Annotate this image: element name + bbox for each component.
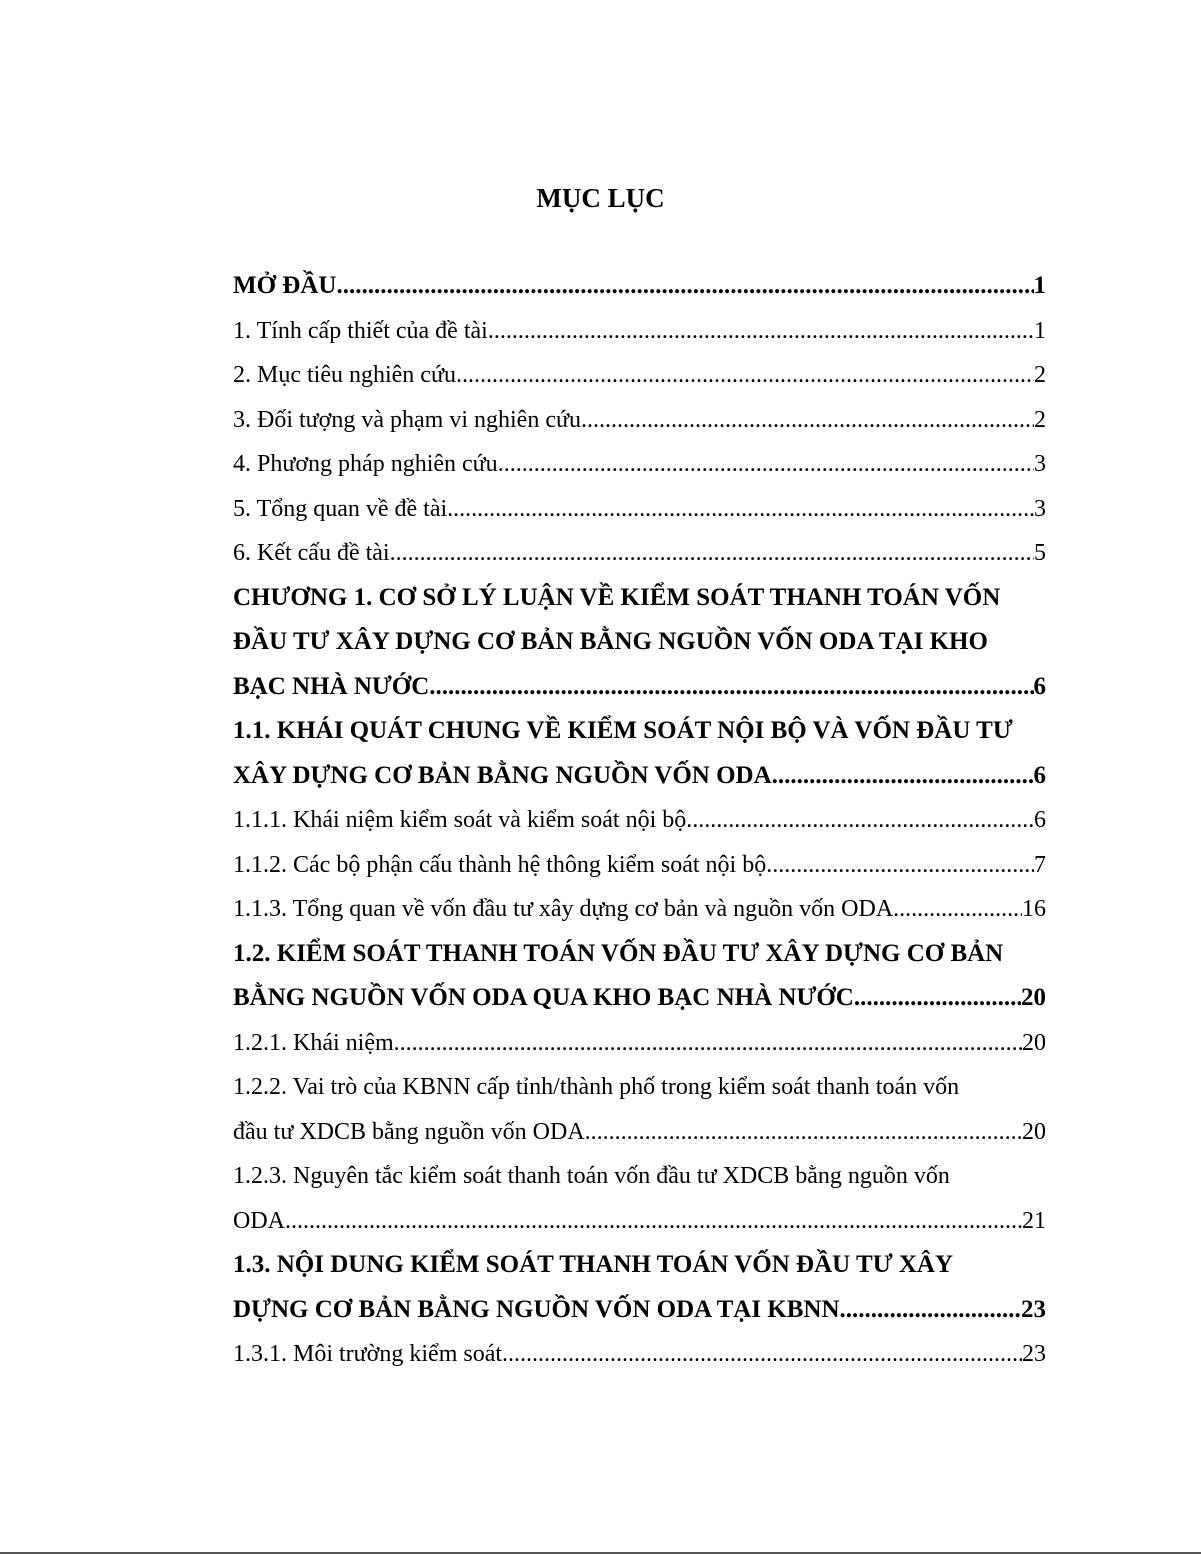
toc-entry[interactable] xyxy=(233,1021,1046,1066)
toc-entry-last-line xyxy=(233,665,1046,710)
toc-entry-last-line xyxy=(233,976,1046,1021)
toc-page-number: 2 xyxy=(1034,362,1046,388)
dot-leader xyxy=(766,843,1034,888)
toc-page-number: 16 xyxy=(1022,896,1046,922)
toc-entry[interactable] xyxy=(233,442,1046,487)
toc-entry[interactable] xyxy=(233,843,1046,888)
dot-leader xyxy=(686,798,1034,843)
toc-entry-last-line xyxy=(233,1288,1046,1333)
toc-entry-title: 2. Mục tiêu nghiên cứu xyxy=(233,362,456,388)
toc-entry-line: 1.2.2. Vai trò của KBNN cấp tỉnh/thành phố trong kiểm soát thanh toán vốn xyxy=(233,1074,960,1100)
toc-entry[interactable] xyxy=(233,398,1046,443)
toc-entry-title: 1.1.3. Tổng quan về vốn đầu tư xây dựng cơ bản và nguồn vốn ODA xyxy=(233,896,894,922)
toc-entry-last-line xyxy=(233,309,1046,354)
dot-leader xyxy=(585,1110,1022,1155)
toc-entry-title: 4. Phương pháp nghiên cứu xyxy=(233,451,498,477)
toc-entry-last-line xyxy=(233,487,1046,532)
toc-entry-last-line xyxy=(233,1110,1046,1155)
dot-leader xyxy=(447,487,1034,532)
toc-page-number: 5 xyxy=(1034,540,1046,566)
toc-entry-title: 3. Đối tượng và phạm vi nghiên cứu xyxy=(233,406,581,433)
dot-leader xyxy=(488,309,1034,354)
toc-entry[interactable] xyxy=(233,887,1046,932)
toc-entry-line: ĐẦU TƯ XÂY DỰNG CƠ BẢN BẰNG NGUỒN VỐN ODA TẠI KHO xyxy=(233,628,988,655)
toc-entry-title: 1.1.2. Các bộ phận cấu thành hệ thông kiểm soát nội bộ xyxy=(233,851,767,878)
dot-leader xyxy=(840,1288,1021,1333)
toc-page-number: 21 xyxy=(1022,1207,1046,1234)
toc-entry-last-line xyxy=(233,531,1046,576)
toc-entry-last-line xyxy=(233,843,1046,888)
page-title: MỤC LỤC xyxy=(536,183,665,213)
toc-entry[interactable] xyxy=(233,531,1046,576)
toc-page-number: 2 xyxy=(1034,406,1046,433)
toc-entry[interactable] xyxy=(233,1065,1046,1154)
toc-entry-last-line xyxy=(233,798,1046,843)
toc-entry-last-line xyxy=(233,1199,1046,1244)
dot-leader xyxy=(502,1332,1022,1377)
toc-entry-last-line xyxy=(233,398,1046,443)
toc-entry-line: CHƯƠNG 1. CƠ SỞ LÝ LUẬN VỀ KIỂM SOÁT THANH TOÁN VỐN xyxy=(233,583,1001,611)
toc-entry[interactable] xyxy=(233,1332,1046,1377)
toc-entry-line: 1.2. KIỂM SOÁT THANH TOÁN VỐN ĐẦU TƯ XÂY DỰNG CƠ BẢN xyxy=(233,939,1004,967)
dot-leader xyxy=(390,531,1034,576)
toc-entry-title: ODA xyxy=(233,1207,285,1234)
dot-leader xyxy=(581,398,1034,443)
dot-leader xyxy=(394,1021,1022,1066)
toc-page-number: 23 xyxy=(1022,1341,1046,1367)
toc-entry-title: BẠC NHÀ NƯỚC xyxy=(233,672,430,700)
toc-entry-title: 5. Tổng quan về đề tài xyxy=(233,495,448,522)
toc-entry[interactable] xyxy=(233,309,1046,354)
toc-entry-last-line xyxy=(233,887,1046,932)
toc-entry-last-line xyxy=(233,1021,1046,1066)
dot-leader xyxy=(336,264,1033,309)
table-of-contents xyxy=(233,264,1046,1377)
toc-entry-line: 1.1. KHÁI QUÁT CHUNG VỀ KIỂM SOÁT NỘI BỘ VÀ VỐN ĐẦU TƯ xyxy=(233,717,1013,744)
toc-entry-line: 1.2.3. Nguyên tắc kiểm soát thanh toán vốn đầu tư XDCB bằng nguồn vốn xyxy=(233,1163,950,1189)
toc-entry-title: XÂY DỰNG CƠ BẢN BẰNG NGUỒN VỐN ODA xyxy=(233,761,772,789)
toc-entry-last-line xyxy=(233,1332,1046,1377)
toc-entry[interactable] xyxy=(233,709,1046,798)
toc-entry-last-line xyxy=(233,754,1046,799)
toc-page-number: 6 xyxy=(1033,761,1046,789)
toc-entry-title: 6. Kết cấu đề tài xyxy=(233,540,390,566)
toc-entry[interactable] xyxy=(233,353,1046,398)
toc-entry-last-line xyxy=(233,442,1046,487)
dot-leader xyxy=(854,976,1021,1021)
toc-page-number: 6 xyxy=(1034,807,1046,833)
toc-entry-title: 1. Tính cấp thiết của đề tài xyxy=(233,317,488,344)
dot-leader xyxy=(429,665,1033,710)
toc-page-number: 6 xyxy=(1033,672,1046,700)
toc-entry-title: 1.3.1. Môi trường kiểm soát xyxy=(233,1341,503,1367)
toc-page-number: 1 xyxy=(1034,317,1046,344)
toc-entry-last-line xyxy=(233,353,1046,398)
toc-entry[interactable] xyxy=(233,1243,1046,1332)
toc-page-number: 23 xyxy=(1021,1295,1046,1323)
toc-page-number: 3 xyxy=(1034,495,1046,522)
dot-leader xyxy=(893,887,1022,932)
toc-page-number: 20 xyxy=(1022,1118,1046,1145)
toc-page-number: 3 xyxy=(1034,451,1046,477)
toc-entry-last-line xyxy=(233,264,1046,309)
toc-entry-line: 1.3. NỘI DUNG KIỂM SOÁT THANH TOÁN VỐN ĐẦU TƯ XÂY xyxy=(233,1251,954,1278)
toc-page-number: 1 xyxy=(1033,272,1046,299)
dot-leader xyxy=(456,353,1034,398)
toc-entry-title: 1.1.1. Khái niệm kiểm soát và kiểm soát nội bộ xyxy=(233,807,687,833)
toc-entry[interactable] xyxy=(233,264,1046,309)
toc-entry[interactable] xyxy=(233,932,1046,1021)
toc-entry[interactable] xyxy=(233,798,1046,843)
toc-entry-title: đầu tư XDCB bằng nguồn vốn ODA xyxy=(233,1118,585,1145)
dot-leader xyxy=(772,754,1034,799)
toc-entry-title: 1.2.1. Khái niệm xyxy=(233,1029,394,1056)
toc-entry-title: DỰNG CƠ BẢN BẰNG NGUỒN VỐN ODA TẠI KBNN xyxy=(233,1295,840,1323)
toc-page-number: 20 xyxy=(1021,984,1046,1011)
dot-leader xyxy=(498,442,1034,487)
toc-entry[interactable] xyxy=(233,576,1046,710)
dot-leader xyxy=(285,1199,1022,1244)
toc-entry[interactable] xyxy=(233,1154,1046,1243)
toc-entry-title: BẰNG NGUỒN VỐN ODA QUA KHO BẠC NHÀ NƯỚC xyxy=(233,984,854,1011)
toc-page-number: 7 xyxy=(1034,851,1046,878)
toc-entry-title: MỞ ĐẦU xyxy=(233,272,337,299)
toc-entry[interactable] xyxy=(233,487,1046,532)
toc-page-number: 20 xyxy=(1022,1029,1046,1056)
